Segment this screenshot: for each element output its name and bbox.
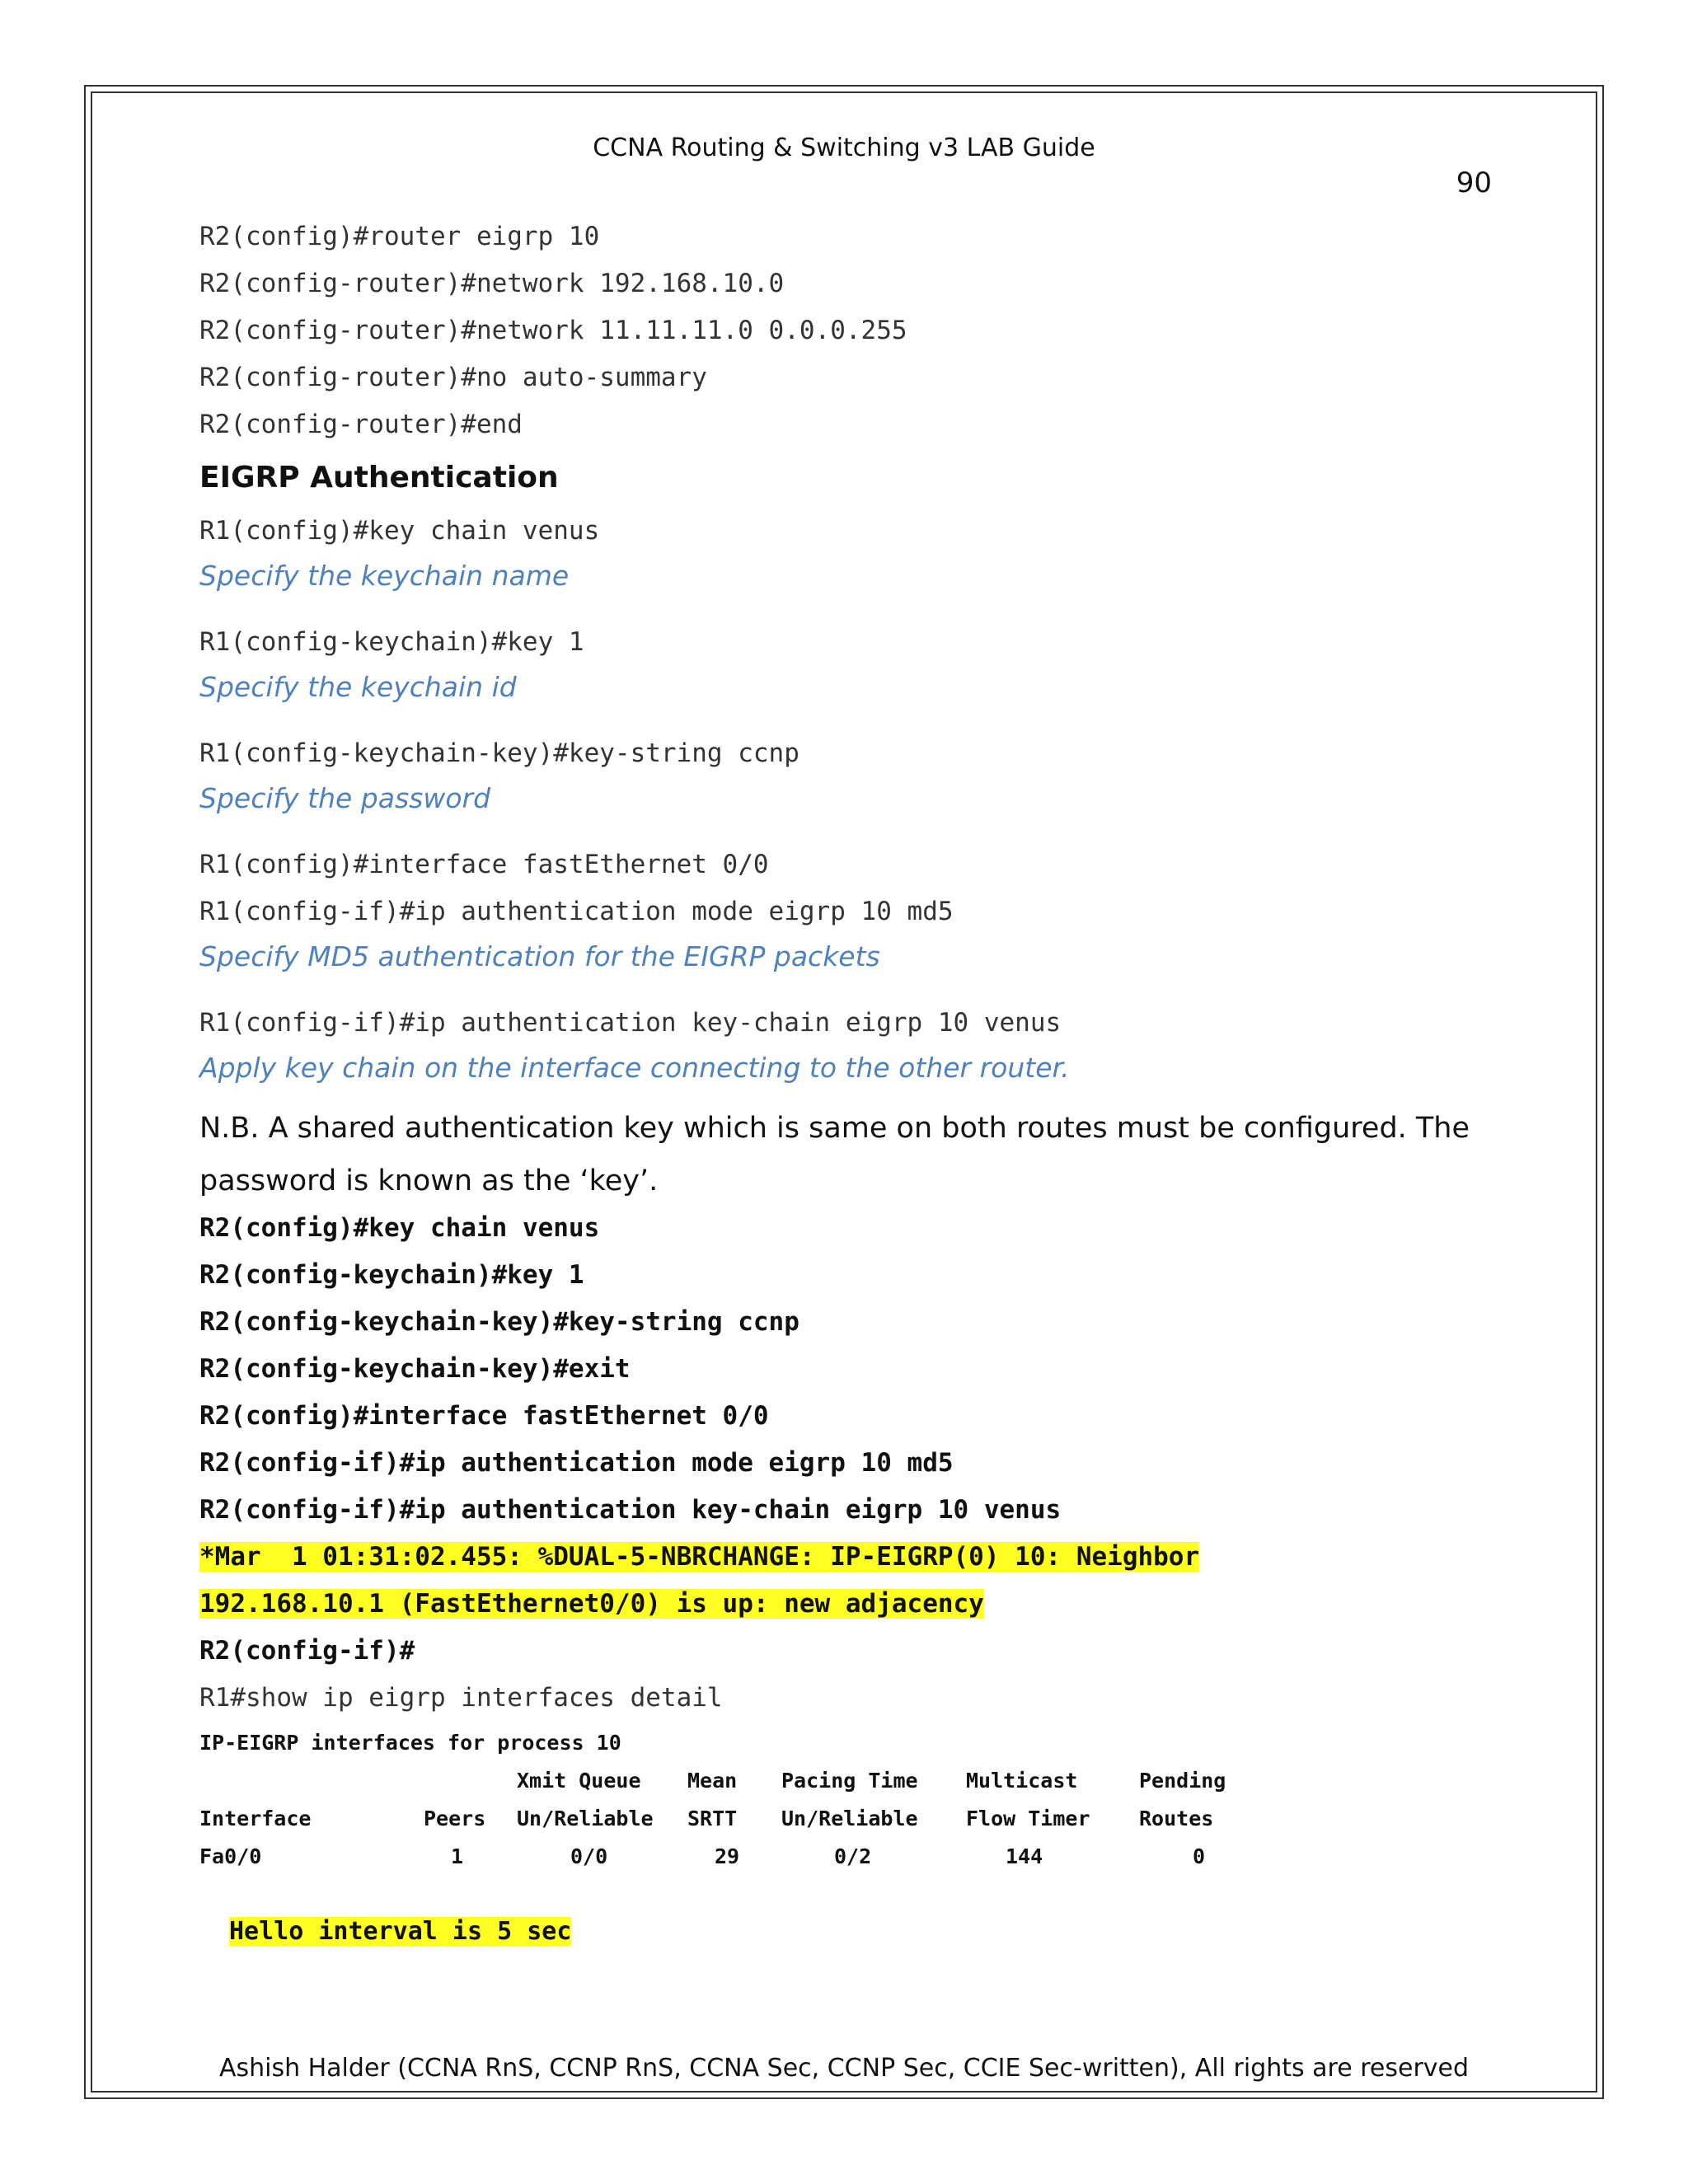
column-header: Flow Timer (966, 1807, 1090, 1830)
code-line: R2(config-if)#ip authentication key-chain eigrp 10 venus (199, 1495, 1062, 1525)
code-line: R1(config-if)#ip authentication key-chain eigrp 10 venus (199, 1008, 1062, 1038)
annotation-note: Specify the keychain id (199, 671, 517, 703)
code-line: R2(config-router)#network 192.168.10.0 (199, 269, 785, 298)
column-header: Peers (424, 1807, 486, 1830)
table-cell: 1 (451, 1844, 464, 1868)
code-line: R1(config)#key chain venus (199, 516, 600, 546)
table-title-text: IP-EIGRP interfaces for process 10 (199, 1731, 621, 1755)
page-number: 90 (1456, 166, 1492, 199)
code-line: R1(config-keychain)#key 1 (199, 627, 584, 657)
table-header-row (199, 1762, 1502, 1800)
code-line: R2(config-if)# (199, 1636, 415, 1666)
r1-auth-steps (199, 510, 1502, 1095)
code-line: R1(config-keychain-key)#key-string ccnp (199, 738, 799, 768)
column-header: Routes (1139, 1807, 1214, 1830)
table-row (199, 1838, 1502, 1876)
code-line: R1#show ip eigrp interfaces detail (199, 1683, 723, 1713)
column-header: Pacing Time (781, 1769, 918, 1793)
column-header: SRTT (687, 1807, 738, 1830)
code-line: R2(config-if)#ip authentication mode eigrp 10 md5 (199, 1448, 954, 1478)
table-cell: Fa0/0 (199, 1844, 262, 1868)
eigrp-interfaces-table (199, 1724, 1502, 1876)
page-footer: Ashish Halder (CCNA RnS, CCNP RnS, CCNA Sec, CCNP Sec, CCIE Sec-written), All rights are reserved (218, 2054, 1470, 2083)
code-line: R2(config-keychain)#key 1 (199, 1260, 584, 1290)
hello-interval-text: Hello interval is 5 sec (229, 1917, 572, 1946)
log-text: 192.168.10.1 (FastEthernet0/0) is up: new adjacency (199, 1589, 984, 1619)
table-cell: 144 (1006, 1844, 1043, 1868)
hello-interval-line (229, 1914, 571, 1950)
code-line: R2(config-keychain-key)#key-string ccnp (199, 1307, 799, 1337)
r2-auth-config (199, 1207, 1502, 1724)
table-cell: 29 (715, 1844, 740, 1868)
table-cell: 0/0 (570, 1844, 608, 1868)
code-line: R2(config-router)#end (199, 410, 523, 439)
nb-paragraph: N.B. A shared authentication key which is same on both routes must be configured. The password is known as the ‘key’. (199, 1112, 1470, 1197)
code-line: R1(config)#interface fastEthernet 0/0 (199, 850, 769, 879)
page-content (199, 216, 1502, 1876)
code-line: R2(config-router)#no auto-summary (199, 363, 707, 392)
table-title (199, 1724, 1502, 1762)
column-header: Xmit Queue (517, 1769, 641, 1793)
code-line: R2(config-router)#network 11.11.11.0 0.0.0.255 (199, 316, 907, 345)
highlighted-log-line (199, 1583, 1502, 1630)
column-header: Un/Reliable (517, 1807, 654, 1830)
code-line: R1(config-if)#ip authentication mode eigrp 10 md5 (199, 897, 954, 926)
annotation-note: Specify the password (199, 782, 491, 814)
page-header: CCNA Routing & Switching v3 LAB Guide (593, 134, 1095, 162)
table-cell: 0/2 (834, 1844, 872, 1868)
r2-eigrp-config (199, 216, 1502, 451)
column-header: Un/Reliable (781, 1807, 918, 1830)
column-header: Mean (687, 1769, 738, 1793)
annotation-note: Specify MD5 authentication for the EIGRP packets (199, 940, 880, 972)
table-header-row (199, 1800, 1502, 1838)
annotation-note: Specify the keychain name (199, 560, 570, 592)
code-line: R2(config-keychain-key)#exit (199, 1354, 631, 1384)
annotation-note: Apply key chain on the interface connecting to the other router. (199, 1052, 1070, 1084)
column-header: Interface (199, 1807, 312, 1830)
section-heading: EIGRP Authentication (199, 461, 559, 494)
table-cell: 0 (1193, 1844, 1206, 1868)
code-line: R2(config)#key chain venus (199, 1213, 600, 1243)
code-line: R2(config)#interface fastEthernet 0/0 (199, 1401, 769, 1431)
column-header: Pending (1139, 1769, 1226, 1793)
code-line: R2(config)#router eigrp 10 (199, 222, 600, 251)
column-header: Multicast (966, 1769, 1078, 1793)
highlighted-log-line (199, 1536, 1502, 1583)
log-text: *Mar 1 01:31:02.455: %DUAL-5-NBRCHANGE: IP-EIGRP(0) 10: Neighbor (199, 1542, 1200, 1572)
